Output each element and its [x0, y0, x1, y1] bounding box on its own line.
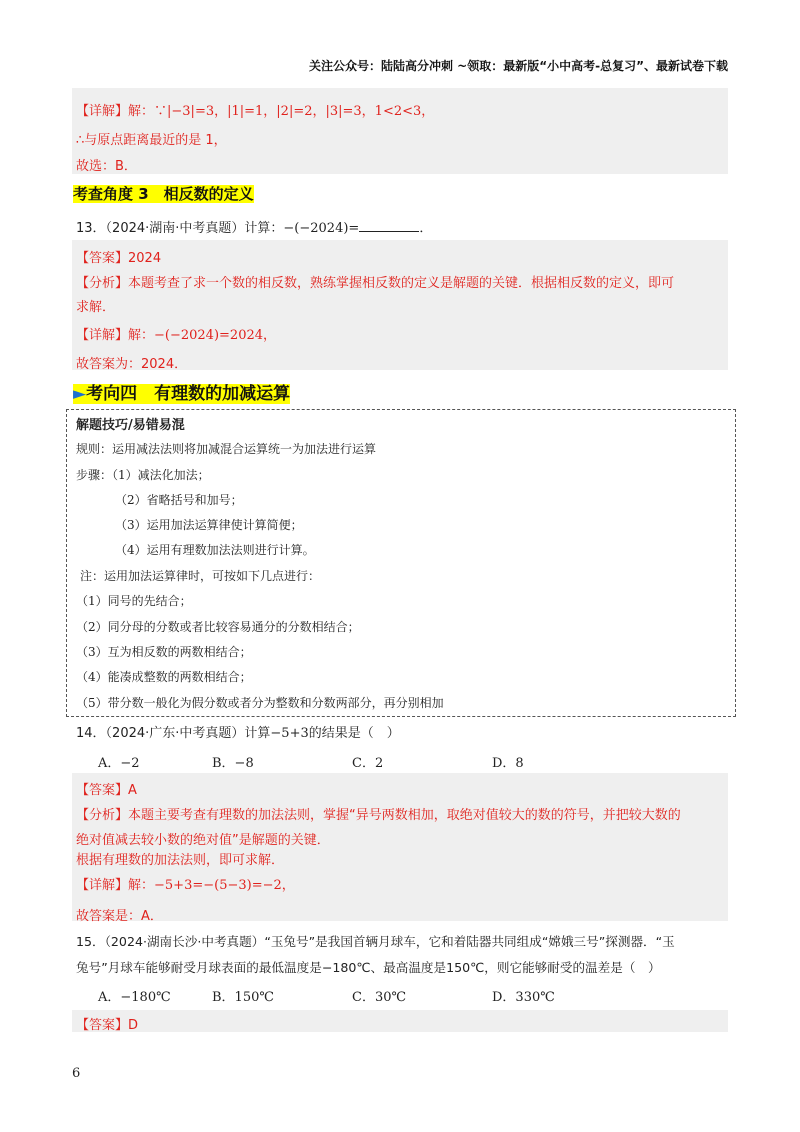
- analysis-text: 本题主要考查有理数的加法法则，掌握“异号两数相加，取绝对值较大的数的符号，并把较大数的: [128, 808, 681, 823]
- tip-line: 规则：运用减法法则将加减混合运算统一为加法进行运算: [76, 442, 377, 456]
- topic-title: 考查角度 3 相反数的定义: [73, 185, 254, 203]
- detail-text: 解：−5+3=−(5−3)=−2，: [128, 878, 295, 893]
- q13-expression: −(−2024)=: [283, 221, 360, 236]
- tip-line: （4）能凑成整数的两数相结合；: [76, 670, 252, 684]
- topic-heading: [73, 183, 254, 204]
- q13-conclusion: 故答案为：2024．: [76, 357, 188, 372]
- q14-answer: [76, 779, 137, 798]
- option-c: C．2: [352, 756, 384, 771]
- tip-line: （1）同号的先结合；: [76, 594, 192, 608]
- q14-analysis-cont: 绝对值减去较小数的绝对值”是解题的关键．: [76, 833, 330, 848]
- option-d: D．330℃: [492, 990, 555, 1005]
- tip-line: （5）带分数一般化为假分数或者分为整数和分数两部分，再分别相加: [76, 696, 444, 710]
- triangle-marker-icon: ►: [73, 384, 87, 404]
- q13-solution-block: [72, 240, 728, 370]
- q14-expression: −5+3: [270, 726, 309, 741]
- q14-analysis-cont: 根据有理数的加法法则，即可求解．: [76, 853, 285, 868]
- analysis-label: 【分析】: [76, 276, 129, 291]
- detail-label: 【详解】: [76, 104, 129, 119]
- q13-stem-text: 13．（2024·湖南·中考真题）计算：: [76, 221, 284, 236]
- q14-stem: [76, 722, 400, 741]
- tip-line: 注：运用加法运算律时，可按如下几点进行：: [80, 569, 321, 583]
- q14-detail: [76, 874, 295, 893]
- q13-stem: [76, 217, 432, 236]
- q13-analysis: [76, 272, 674, 291]
- q14-stem-end: 的结果是（ ）: [308, 726, 400, 741]
- answer-value: 2024: [128, 251, 162, 266]
- analysis-text: 本题考查了求一个数的相反数，熟练掌握相反数的定义是解题的关键．根据相反数的定义，即可: [128, 276, 675, 291]
- direction-highlight: [73, 384, 290, 404]
- q15-solution-block: [72, 1010, 728, 1032]
- q15-stem-2: 兔号”月球车能够耐受月球表面的最低温度是−180℃、最高温度是150℃，则它能够耐受的温差是（ ）: [76, 960, 661, 975]
- option-d: D．8: [492, 756, 524, 771]
- answer-blank: [359, 219, 419, 232]
- answer-label: 【答案】: [76, 1018, 129, 1033]
- q13-answer: [76, 247, 161, 266]
- detail-label: 【详解】: [76, 328, 129, 343]
- tip-line: （3）运用加法运算律使计算简便；: [115, 518, 303, 532]
- q14-analysis: [76, 804, 681, 823]
- option-b: B．−8: [212, 756, 254, 771]
- page-number: 6: [72, 1066, 81, 1081]
- answer-value: D: [128, 1018, 139, 1033]
- q13-analysis-cont: 求解．: [76, 300, 116, 315]
- option-b: B．150℃: [212, 990, 274, 1005]
- tips-title: 解题技巧/易错易混: [76, 418, 185, 433]
- answer-label: 【答案】: [76, 783, 129, 798]
- q12-detail-line: [76, 100, 434, 119]
- tip-line: （2）省略括号和加号；: [115, 493, 243, 507]
- detail-text: 解：−(−2024)=2024，: [128, 328, 277, 343]
- tip-line: 步骤：（1）减法化加法；: [76, 468, 210, 482]
- answer-label: 【答案】: [76, 251, 129, 266]
- q14-stem-text: 14．（2024·广东·中考真题）计算: [76, 726, 271, 741]
- q15-answer: [76, 1014, 138, 1033]
- option-a: A．−180℃: [98, 990, 171, 1005]
- q13-stem-end: ．: [419, 221, 433, 236]
- tip-line: （2）同分母的分数或者比较容易通分的分数相结合；: [76, 620, 360, 634]
- q12-conclusion-1: ∴与原点距离最近的是 1，: [76, 133, 227, 148]
- tip-line: （4）运用有理数加法法则进行计算。: [115, 543, 315, 557]
- q13-detail: [76, 324, 276, 343]
- page-header: 关注公众号：陆陆高分冲刺 ~领取：最新版“小中高考-总复习”、最新试卷下载: [309, 59, 728, 73]
- answer-value: A: [128, 783, 137, 798]
- q15-stem-1: 15．（2024·湖南长沙·中考真题）“玉兔号”是我国首辆月球车，它和着陆器共同组成“嫦娥三号”探测器．“玉: [76, 934, 675, 949]
- q12-conclusion-2: 故选：B．: [76, 159, 137, 174]
- option-a: A．−2: [98, 756, 140, 771]
- detail-label: 【详解】: [76, 878, 129, 893]
- direction-title: 考向四 有理数的加减运算: [86, 384, 291, 404]
- q14-conclusion: 故答案是：A．: [76, 909, 163, 924]
- analysis-label: 【分析】: [76, 808, 129, 823]
- direction-heading: [73, 379, 290, 404]
- detail-text: 解：∵|−3|=3，|1|=1，|2|=2，|3|=3，1<2<3，: [128, 104, 435, 119]
- tip-line: （3）互为相反数的两数相结合；: [76, 645, 252, 659]
- option-c: C．30℃: [352, 990, 407, 1005]
